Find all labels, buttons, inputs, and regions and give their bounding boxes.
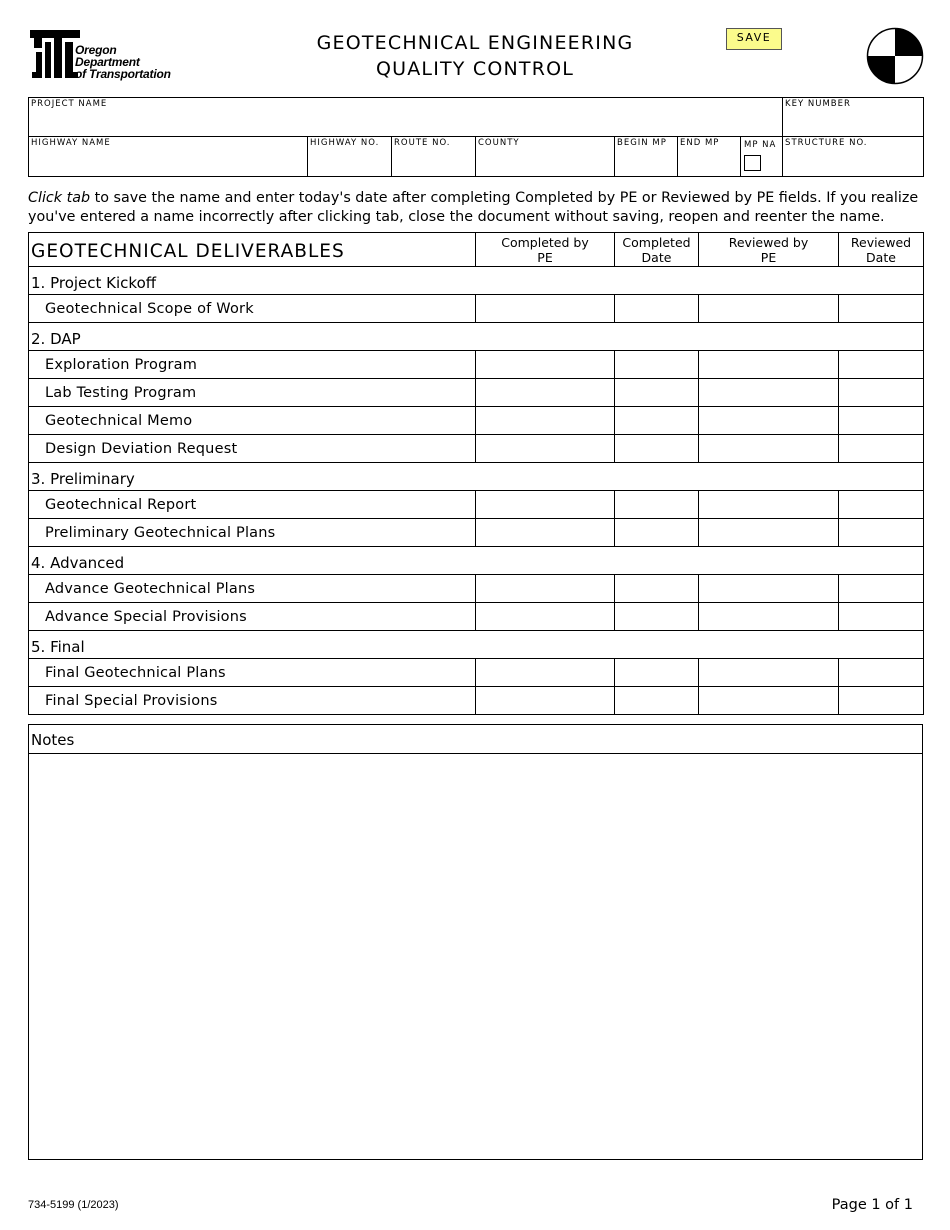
reviewed-by-pe-cell[interactable] [699,379,839,407]
deliverable-label: Final Special Provisions [29,687,476,715]
instructions [28,189,928,227]
completed-date-cell[interactable] [615,575,699,603]
field-label: PROJECT NAME [31,99,108,109]
section-row [29,547,924,575]
completed-by-pe-cell[interactable] [476,295,615,323]
reviewed-date-cell[interactable] [839,491,924,519]
col-reviewed-by-pe [699,233,839,267]
deliverable-row [29,435,924,463]
reviewed-date-cell[interactable] [839,603,924,631]
deliverable-label: Geotechnical Report [29,491,476,519]
deliverable-row [29,491,924,519]
reviewed-date-cell[interactable] [839,351,924,379]
instr-completed-by: Completed by PE [515,190,638,206]
section-row [29,631,924,659]
completed-by-pe-cell[interactable] [476,351,615,379]
reviewed-date-cell[interactable] [839,379,924,407]
instr-reviewed-by: Reviewed by PE [661,190,775,206]
field-label: COUNTY [478,138,520,148]
col-header-line: Date [641,249,672,265]
completed-date-cell[interactable] [615,603,699,631]
instr-text: or [637,190,662,206]
reviewed-by-pe-cell[interactable] [699,351,839,379]
form-title [290,30,660,82]
field-label: STRUCTURE NO. [785,138,868,148]
reviewed-date-cell[interactable] [839,407,924,435]
mp-na-checkbox[interactable] [744,155,761,171]
notes-label: Notes [29,725,922,754]
end-mp-field[interactable] [678,137,741,177]
col-header-line: Date [866,249,896,265]
section-title: 5. Final [29,631,924,659]
save-button[interactable]: SAVE [726,28,782,50]
odot-wordmark [75,44,171,80]
section-title: 4. Advanced [29,547,924,575]
col-reviewed-date [839,233,924,267]
deliverables-heading: GEOTECHNICAL DELIVERABLES [29,233,476,267]
notes-input[interactable] [29,754,922,1159]
reviewed-by-pe-cell[interactable] [699,603,839,631]
title-line-2: QUALITY CONTROL [375,58,575,80]
field-label: KEY NUMBER [785,99,851,109]
section-title: 2. DAP [29,323,924,351]
quadrant-seal-icon [866,27,924,85]
field-label: MP NA [744,140,777,150]
section-title: 3. Preliminary [29,463,924,491]
section-title: 1. Project Kickoff [29,267,924,295]
deliverable-row [29,519,924,547]
field-label: ROUTE NO. [394,138,451,148]
deliverable-label: Design Deviation Request [29,435,476,463]
completed-by-pe-cell[interactable] [476,519,615,547]
col-header-line: Reviewed by [728,234,809,250]
field-label: HIGHWAY NAME [31,138,111,148]
reviewed-date-cell[interactable] [839,519,924,547]
deliverable-label: Final Geotechnical Plans [29,659,476,687]
completed-by-pe-cell[interactable] [476,407,615,435]
reviewed-date-cell[interactable] [839,295,924,323]
reviewed-date-cell[interactable] [839,659,924,687]
structure-no-field[interactable] [783,137,924,177]
deliverable-label: Exploration Program [29,351,476,379]
completed-by-pe-cell[interactable] [476,687,615,715]
deliverable-row [29,295,924,323]
page-number: Page 1 of 1 [831,1197,913,1213]
completed-date-cell[interactable] [615,491,699,519]
deliverable-label: Advance Geotechnical Plans [29,575,476,603]
completed-date-cell[interactable] [615,659,699,687]
route-no-field[interactable] [392,137,476,177]
completed-date-cell[interactable] [615,435,699,463]
deliverable-label: Preliminary Geotechnical Plans [29,519,476,547]
project-info-table [28,97,924,177]
begin-mp-field[interactable] [615,137,678,177]
project-name-field[interactable] [29,98,783,137]
completed-date-cell[interactable] [615,687,699,715]
instr-click-tab: Click tab [28,190,91,206]
completed-by-pe-cell[interactable] [476,575,615,603]
col-header-line: PE [760,249,777,265]
completed-by-pe-cell[interactable] [476,379,615,407]
col-header-line: PE [537,249,553,265]
deliverable-label: Geotechnical Scope of Work [29,295,476,323]
col-completed-date [615,233,699,267]
col-completed-by-pe [476,233,615,267]
deliverable-row [29,603,924,631]
reviewed-date-cell[interactable] [839,575,924,603]
deliverable-row [29,351,924,379]
deliverable-row [29,379,924,407]
logo-line: Department [75,55,140,69]
completed-by-pe-cell[interactable] [476,491,615,519]
deliverable-label: Geotechnical Memo [29,407,476,435]
col-header-line: Reviewed [850,234,912,250]
form-number: 734-5199 (1/2023) [28,1199,119,1211]
col-header-line: Completed [622,234,691,250]
key-number-field[interactable] [783,98,924,137]
reviewed-by-pe-cell[interactable] [699,687,839,715]
reviewed-by-pe-cell[interactable] [699,491,839,519]
reviewed-date-cell[interactable] [839,687,924,715]
section-row [29,463,924,491]
completed-by-pe-cell[interactable] [476,435,615,463]
completed-date-cell[interactable] [615,379,699,407]
logo-line: Oregon [75,43,117,57]
instr-text: to save the name and enter today's date after completing [90,190,516,206]
deliverable-row [29,575,924,603]
title-line-1: GEOTECHNICAL ENGINEERING [316,32,634,54]
section-row [29,267,924,295]
deliverable-row [29,687,924,715]
mp-na-cell [741,137,783,177]
highway-no-field[interactable] [308,137,392,177]
deliverable-row [29,407,924,435]
deliverable-label: Advance Special Provisions [29,603,476,631]
reviewed-by-pe-cell[interactable] [699,659,839,687]
field-label: BEGIN MP [617,138,667,148]
field-label: HIGHWAY NO. [310,138,380,148]
reviewed-by-pe-cell[interactable] [699,435,839,463]
reviewed-by-pe-cell[interactable] [699,295,839,323]
completed-date-cell[interactable] [615,295,699,323]
county-field[interactable] [476,137,615,177]
completed-date-cell[interactable] [615,351,699,379]
reviewed-date-cell[interactable] [839,435,924,463]
reviewed-by-pe-cell[interactable] [699,407,839,435]
notes-box [28,724,923,1160]
completed-date-cell[interactable] [615,519,699,547]
logo-line: of Transportation [75,67,171,81]
deliverables-table [28,232,924,715]
col-header-line: Completed by [501,234,589,250]
completed-by-pe-cell[interactable] [476,659,615,687]
field-label: END MP [680,138,720,148]
completed-date-cell[interactable] [615,407,699,435]
deliverable-label: Lab Testing Program [29,379,476,407]
instr-text: fields. If you realize you've entered a name incorrectly after clicking tab, close the document without saving, reopen and reenter the name. [28,190,919,225]
highway-name-field[interactable] [29,137,308,177]
section-row [29,323,924,351]
reviewed-by-pe-cell[interactable] [699,575,839,603]
completed-by-pe-cell[interactable] [476,603,615,631]
reviewed-by-pe-cell[interactable] [699,519,839,547]
deliverable-row [29,659,924,687]
odot-logo [28,28,198,80]
